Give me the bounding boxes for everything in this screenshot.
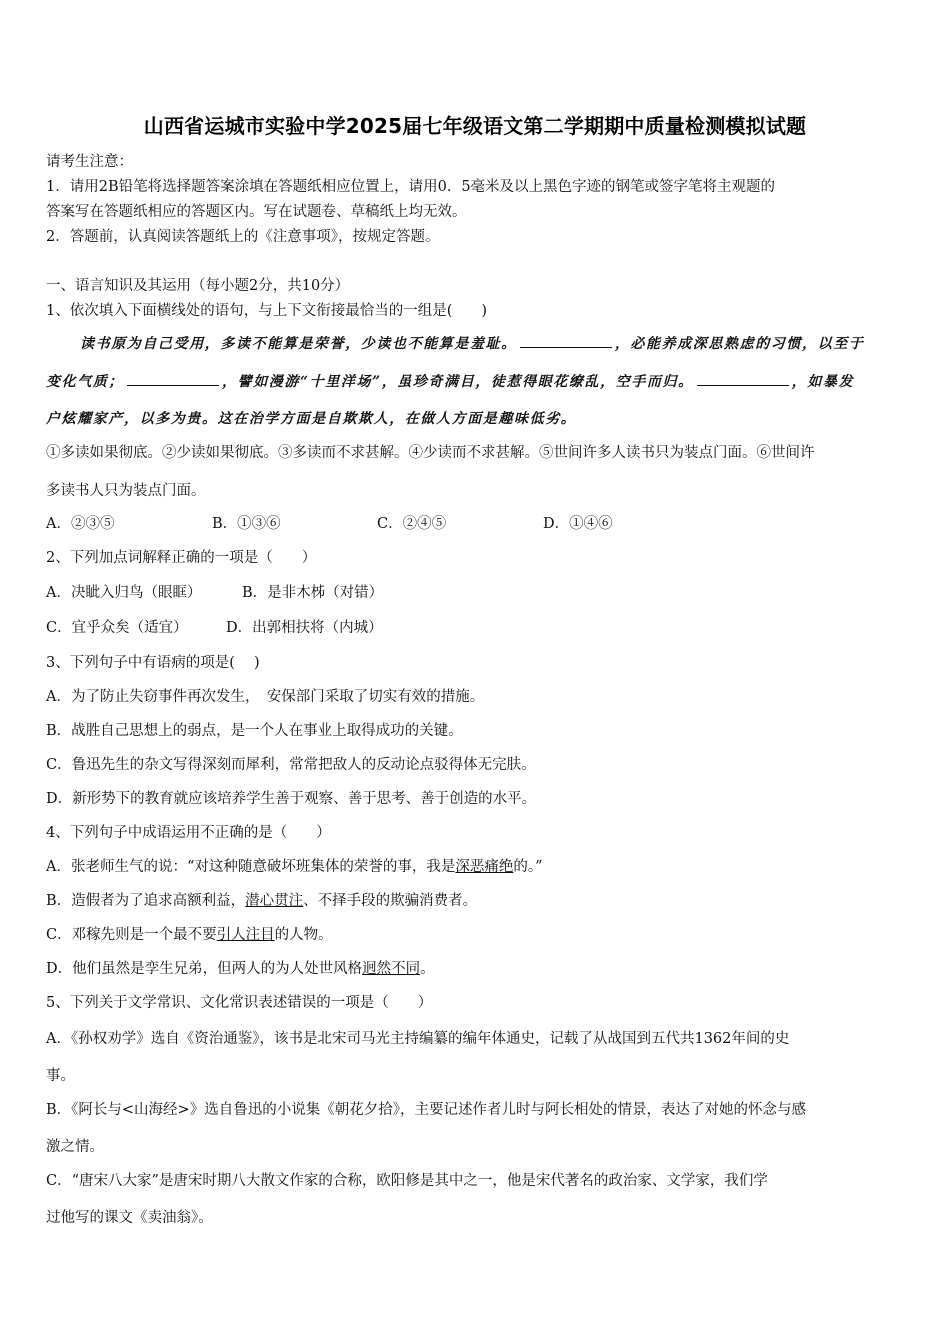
question-3-stem: 3、下列句子中有语病的项是( ) [46, 655, 260, 671]
question-2-option-b: B．是非木柹（对错） [242, 585, 384, 601]
question-3-option-c: C．鲁迅先生的杂文写得深刻而犀利，常常把敌人的反动论点驳得体无完肤。 [46, 757, 536, 773]
question-2-option-a: A．决眦入归鸟（眼眶） [46, 585, 202, 601]
fill-blank-3 [697, 373, 789, 386]
question-5-option-b-line-1: B．《阿长与<山海经>》选自鲁迅的小说集《朝花夕拾》，主要记述作者儿时与阿长相处的情景，表达了对她的怀念与感 [46, 1102, 806, 1118]
option-text: 。 [420, 961, 435, 977]
question-1-option-d: D．①④⑥ [543, 516, 613, 532]
underlined-idiom: 迥然不同 [362, 961, 421, 977]
question-1-passage-line-1 [80, 334, 908, 354]
question-4-option-b [46, 891, 908, 911]
question-3-option-a: A．为了防止失窃事件再次发生， 安保部门采取了切实有效的措施。 [46, 689, 485, 705]
question-2-option-c: C．宜乎众矣（适宜） [46, 620, 188, 636]
question-1-choices-line-1: ①多读如果彻底。②少读如果彻底。③多读而不求甚解。④少读而不求甚解。⑤世间许多人读书只为装点门面。⑥世间许 [46, 445, 815, 461]
question-1-passage-line-2 [46, 372, 908, 392]
option-text: C．邓稼先则是一个最不要 [46, 927, 217, 943]
option-text: 、不择手段的欺骗消费者。 [303, 893, 478, 909]
question-4-stem: 4、下列句子中成语运用不正确的是（ ） [46, 825, 331, 841]
question-3-option-d: D．新形势下的教育就应该培养学生善于观察、善于思考、善于创造的水平。 [46, 791, 537, 807]
option-text: 的。” [513, 859, 543, 875]
question-2-option-d: D．出郭相扶将（内城） [226, 620, 383, 636]
passage-text: 变化气质； [46, 374, 124, 390]
notice-item-1-line-1: 1．请用2B铅笔将选择题答案涂填在答题纸相应位置上，请用0．5毫米及以上黑色字迹的钢笔或签字笔将主观题的 [46, 179, 776, 195]
fill-blank-1 [520, 335, 612, 348]
question-1-stem: 1、依次填入下面横线处的语句，与上下文衔接最恰当的一组是( ) [46, 303, 488, 319]
question-3-option-b: B．战胜自己思想上的弱点，是一个人在事业上取得成功的关键。 [46, 723, 463, 739]
option-text: B．造假者为了追求高额利益， [46, 893, 246, 909]
question-5-option-a-line-1: A．《孙权劝学》选自《资治通鉴》，该书是北宋司马光主持编纂的编年体通史，记载了从战国到五代共1362年间的史 [46, 1031, 790, 1047]
question-4-option-c [46, 925, 908, 945]
passage-text: ，必能养成深思熟虑的习惯，以至于 [614, 336, 865, 352]
page-title: 山西省运城市实验中学2025届七年级语文第二学期期中质量检测模拟试题 [143, 114, 807, 138]
passage-text: 读书原为自己受用，多读不能算是荣誉，少读也不能算是羞耻。 [80, 336, 517, 352]
underlined-idiom: 深恶痛绝 [455, 859, 514, 875]
question-2-stem: 2、下列加点词解释正确的一项是（ ） [46, 550, 317, 566]
question-1-passage-line-3: 户炫耀家产，以多为贵。这在治学方面是自欺欺人，在做人方面是趣味低劣。 [46, 411, 577, 427]
question-1-option-b: B．①③⑥ [212, 516, 281, 532]
question-1-option-c: C．②④⑤ [377, 516, 447, 532]
passage-text: ，譬如漫游“十里洋场”，虽珍奇满目，徒惹得眼花缭乱，空手而归。 [222, 374, 694, 390]
question-5-option-a-line-2: 事。 [46, 1068, 75, 1084]
option-text: D．他们虽然是孪生兄弟，但两人的为人处世风格 [46, 961, 363, 977]
section-1-heading: 一、语言知识及其运用（每小题2分，共10分） [46, 278, 350, 294]
option-text: 的人物。 [274, 927, 333, 943]
question-5-stem: 5、下列关于文学常识、文化常识表述错误的一项是（ ） [46, 995, 433, 1011]
question-1-option-a: A．②③⑤ [46, 516, 115, 532]
question-5-option-b-line-2: 激之情。 [46, 1139, 104, 1155]
question-4-option-a [46, 857, 908, 877]
notice-heading: 请考生注意： [46, 154, 133, 170]
fill-blank-2 [127, 373, 219, 386]
underlined-idiom: 引人注目 [216, 927, 275, 943]
question-1-choices-line-2: 多读书人只为装点门面。 [46, 483, 206, 499]
question-5-option-c-line-2: 过他写的课文《卖油翁》。 [46, 1210, 213, 1226]
option-text: A．张老师生气的说：“对这种随意破坏班集体的荣誉的事，我是 [46, 859, 456, 875]
question-4-option-d [46, 959, 908, 979]
question-5-option-c-line-1: C．“唐宋八大家”是唐宋时期八大散文作家的合称，欧阳修是其中之一，他是宋代著名的政治家、文学家，我们学 [46, 1173, 768, 1189]
underlined-idiom: 潜心贯注 [245, 893, 304, 909]
notice-item-1-line-2: 答案写在答题纸相应的答题区内。写在试题卷、草稿纸上均无效。 [46, 204, 467, 220]
notice-item-2: 2．答题前，认真阅读答题纸上的《注意事项》，按规定答题。 [46, 229, 440, 245]
passage-text: ，如暴发 [791, 374, 855, 390]
